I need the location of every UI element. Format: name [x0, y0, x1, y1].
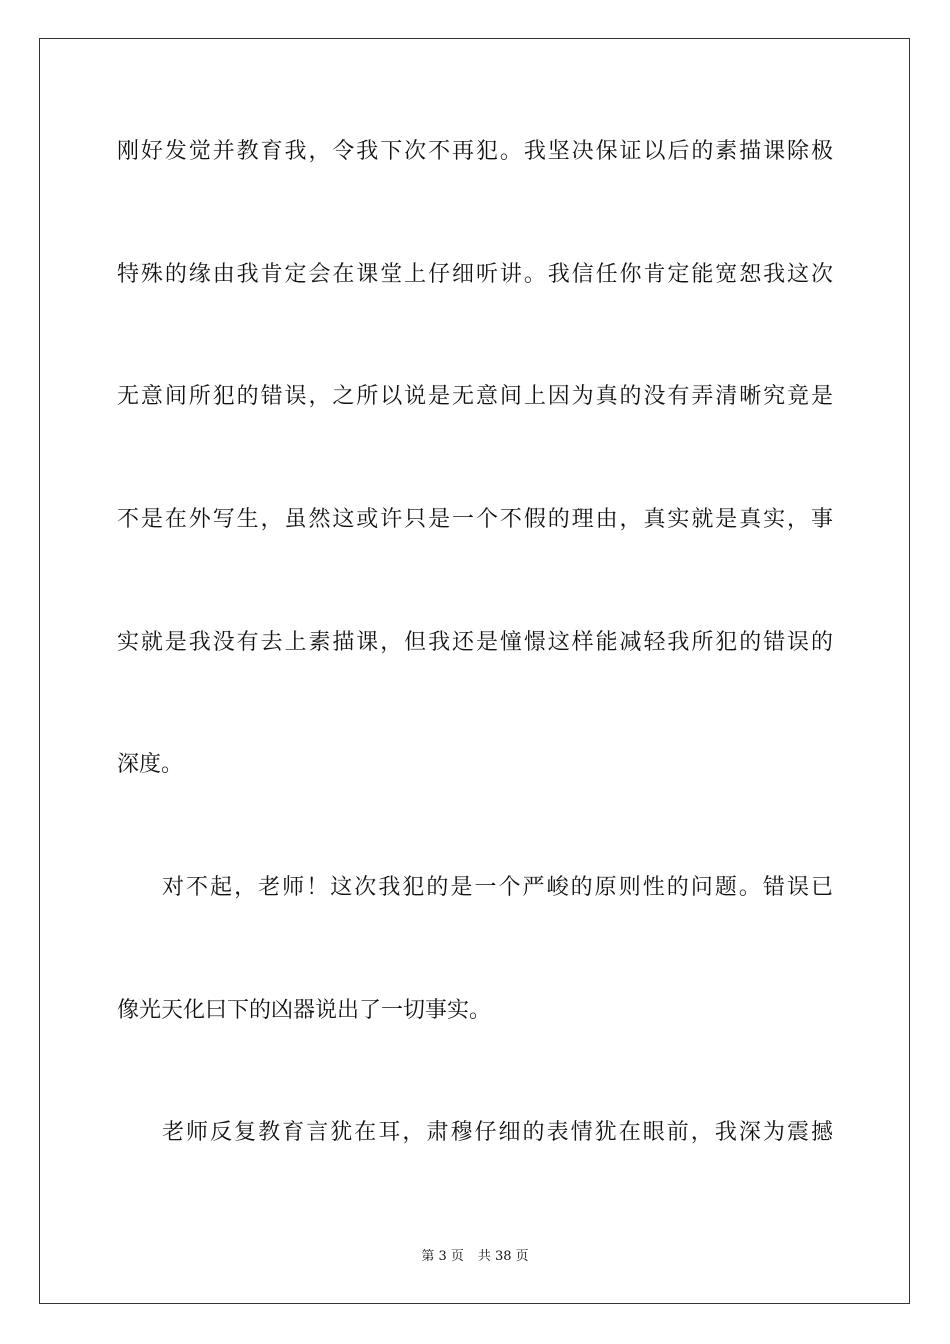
paragraph-line: 深度。: [117, 752, 184, 777]
paragraph-line: 不是在外写生，虽然这或许只是一个不假的理由，真实就是真实，事: [117, 507, 833, 532]
page-number: 第 3 页: [421, 1249, 464, 1264]
page-total: 共 38 页: [477, 1249, 529, 1264]
paragraph-line: 像光天化曰下的凶器说出了一切事实。: [117, 998, 492, 1023]
page-border: [39, 38, 910, 1304]
paragraph-line: 特殊的缘由我肯定会在课堂上仔细听讲。我信任你肯定能宽恕我这次: [117, 262, 833, 287]
paragraph-line: 对不起，老师！这次我犯的是一个严峻的原则性的问题。错误已: [162, 875, 833, 900]
paragraph-line: 老师反复教育言犹在耳，肃穆仔细的表情犹在眼前，我深为震撼: [162, 1120, 833, 1145]
page-footer: [0, 1249, 950, 1265]
paragraph-line: 刚好发觉并教育我，令我下次不再犯。我坚决保证以后的素描课除极: [117, 139, 833, 164]
paragraph-line: 无意间所犯的错误，之所以说是无意间上因为真的没有弄清晰究竟是: [117, 384, 833, 409]
paragraph-line: 实就是我没有去上素描课，但我还是憧憬这样能减轻我所犯的错误的: [117, 630, 833, 655]
